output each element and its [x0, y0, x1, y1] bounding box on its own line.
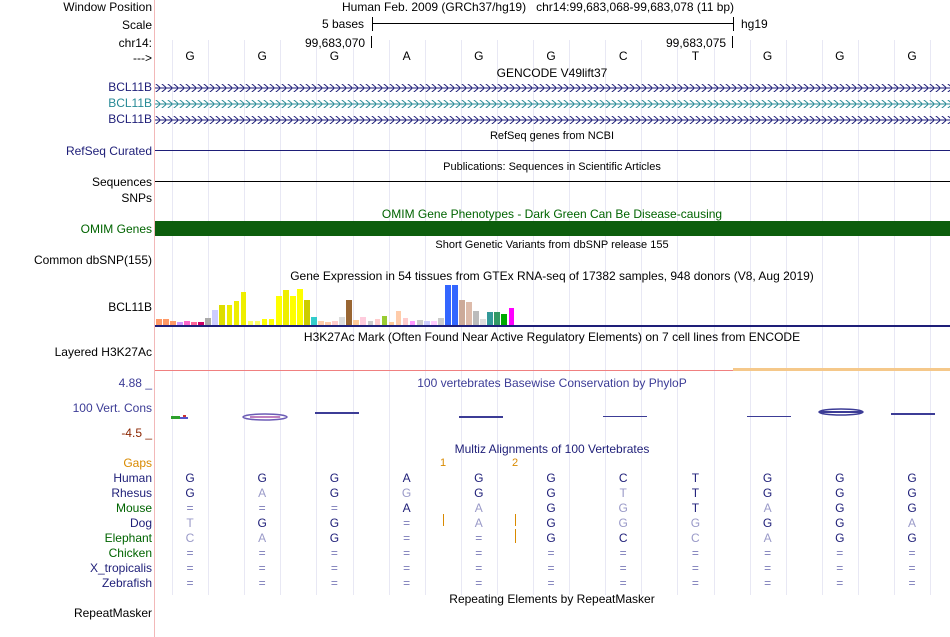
- conservation-max-label: 4.88 _: [118, 376, 152, 390]
- alignment-base-zebrafish: =: [258, 576, 266, 590]
- gtex-gene-line: [155, 325, 950, 327]
- scale-label: Scale: [121, 18, 152, 32]
- alignment-base-rhesus: G: [474, 486, 484, 500]
- scale-bar-right-tick: [733, 17, 734, 31]
- reference-base: G: [329, 49, 340, 63]
- gtex-tissue-bar[interactable]: [290, 296, 296, 325]
- alignment-base-human: G: [185, 471, 195, 485]
- repeatmasker-label[interactable]: RepeatMasker: [73, 606, 152, 620]
- alignment-base-elephant: G: [546, 531, 556, 545]
- snps-label[interactable]: SNPs: [121, 191, 152, 205]
- alignment-base-mouse: A: [763, 501, 772, 515]
- position-range: chr14:99,683,068-99,683,078 (11 bp): [536, 0, 735, 14]
- gtex-expression-chart[interactable]: [155, 283, 950, 325]
- gtex-tissue-bar[interactable]: [283, 290, 289, 325]
- h3k27ac-signal-peak[interactable]: [733, 368, 950, 371]
- alignment-base-elephant: G: [329, 531, 340, 545]
- publications-track-title: Publications: Sequences in Scientific Articles: [443, 161, 661, 173]
- species-human-label: Human: [113, 471, 152, 485]
- species-rhesus-label: Rhesus: [111, 486, 152, 500]
- alignment-base-x-tropicalis: =: [258, 561, 266, 575]
- coordinate-right: 99,683,075: [666, 36, 727, 50]
- alignment-base-human: T: [691, 471, 700, 485]
- alignment-base-mouse: =: [330, 501, 338, 515]
- reference-base: A: [402, 49, 411, 63]
- species-mouse-label: Mouse: [115, 501, 152, 515]
- alignment-base-mouse: G: [618, 501, 628, 515]
- alignment-base-x-tropicalis: =: [619, 561, 627, 575]
- genome-browser-image[interactable]: [155, 0, 950, 637]
- gtex-tissue-bar[interactable]: [276, 296, 282, 325]
- transcript-bcl11b-3[interactable]: [155, 116, 950, 124]
- reference-base: G: [762, 49, 773, 63]
- phylop-mark-2: [243, 414, 287, 420]
- species-zebrafish-label: Zebrafish: [101, 576, 152, 590]
- alignment-base-mouse: G: [546, 501, 556, 515]
- gtex-tissue-bar[interactable]: [438, 318, 444, 325]
- gap-2-dog-bar: [515, 514, 516, 526]
- alignment-base-x-tropicalis: =: [691, 561, 699, 575]
- alignment-base-chicken: =: [330, 546, 338, 560]
- gtex-tissue-bar[interactable]: [304, 300, 310, 325]
- alignment-base-dog: G: [546, 516, 556, 530]
- gtex-tissue-bar[interactable]: [241, 292, 247, 325]
- coordinate-left: 99,683,070: [305, 36, 366, 50]
- sequences-label[interactable]: Sequences: [91, 175, 152, 189]
- gtex-tissue-bar[interactable]: [487, 312, 493, 325]
- alignment-base-elephant: A: [763, 531, 772, 545]
- alignment-base-mouse: =: [258, 501, 266, 515]
- repeatmasker-track-title: Repeating Elements by RepeatMasker: [449, 592, 655, 606]
- strand-arrow-label: --->: [133, 51, 152, 65]
- alignment-base-rhesus: G: [835, 486, 845, 500]
- gtex-tissue-bar[interactable]: [494, 312, 500, 325]
- gap-2-elephant-bar: [515, 529, 516, 543]
- alignment-base-zebrafish: =: [403, 576, 411, 590]
- alignment-base-chicken: =: [691, 546, 699, 560]
- omim-track-title: OMIM Gene Phenotypes - Dark Green Can Be Disease-causing: [381, 207, 723, 221]
- alignment-base-dog: G: [329, 516, 340, 530]
- alignment-base-zebrafish: =: [691, 576, 699, 590]
- alignment-base-zebrafish: =: [908, 576, 916, 590]
- reference-base: G: [546, 49, 556, 63]
- alignment-base-dog: A: [474, 516, 483, 530]
- refseq-gene-line[interactable]: [155, 150, 950, 151]
- common-dbsnp-label[interactable]: Common dbSNP(155): [33, 253, 152, 267]
- gtex-tissue-bar[interactable]: [445, 285, 451, 325]
- alignment-base-rhesus: T: [619, 486, 627, 500]
- alignment-base-x-tropicalis: =: [186, 561, 194, 575]
- alignment-base-mouse: A: [402, 501, 411, 515]
- alignment-base-rhesus: G: [907, 486, 917, 500]
- alignment-base-chicken: =: [186, 546, 194, 560]
- reference-base: G: [474, 49, 484, 63]
- alignment-base-elephant: G: [835, 531, 845, 545]
- alignment-base-dog: T: [186, 516, 194, 530]
- alignment-base-chicken: =: [547, 546, 555, 560]
- publications-line[interactable]: [155, 181, 950, 182]
- alignment-base-human: G: [257, 471, 267, 485]
- gtex-track-title: Gene Expression in 54 tissues from GTEx RNA-seq of 17382 samples, 948 donors (V8, Aug 2019): [290, 269, 814, 283]
- conservation-min-label: -4.5 _: [121, 426, 152, 440]
- alignment-base-dog: A: [907, 516, 917, 530]
- alignment-base-x-tropicalis: =: [547, 561, 555, 575]
- gtex-tissue-bar[interactable]: [297, 289, 303, 325]
- alignment-base-x-tropicalis: =: [475, 561, 483, 575]
- gtex-tissue-bar[interactable]: [509, 308, 515, 325]
- dbsnp-track-title: Short Genetic Variants from dbSNP release 155: [435, 239, 669, 251]
- alignment-base-elephant: C: [618, 531, 628, 545]
- gtex-tissue-bar[interactable]: [403, 318, 409, 325]
- alignment-base-rhesus: A: [258, 486, 267, 500]
- scale-text: 5 bases: [322, 17, 365, 31]
- alignment-base-elephant: C: [185, 531, 195, 545]
- omim-gene-bar[interactable]: [155, 221, 950, 236]
- phylop-track-title: 100 vertebrates Basewise Conservation by PhyloP: [417, 376, 687, 390]
- phylop-mark-7: [819, 409, 863, 415]
- alignment-base-human: G: [546, 471, 556, 485]
- gtex-tissue-bar[interactable]: [501, 314, 507, 325]
- alignment-base-chicken: =: [403, 546, 411, 560]
- gap-1-dog-bar: [443, 514, 444, 526]
- alignment-base-dog: G: [257, 516, 267, 530]
- gtex-tissue-bar[interactable]: [234, 301, 240, 325]
- reference-base: G: [835, 49, 845, 63]
- gencode-bcl11b-2-label[interactable]: BCL11B: [108, 96, 152, 110]
- alignment-base-elephant: C: [691, 531, 700, 545]
- gencode-transcripts[interactable]: [155, 80, 950, 126]
- gtex-tissue-bar[interactable]: [459, 300, 465, 325]
- multiz-track-title: Multiz Alignments of 100 Vertebrates: [454, 442, 650, 456]
- gtex-tissue-bar[interactable]: [346, 300, 352, 325]
- alignment-base-x-tropicalis: =: [908, 561, 916, 575]
- alignment-base-zebrafish: =: [330, 576, 338, 590]
- transcript-bcl11b-2[interactable]: [155, 100, 950, 108]
- gtex-tissue-bar[interactable]: [205, 318, 211, 325]
- alignment-base-rhesus: T: [691, 486, 700, 500]
- reference-base: C: [618, 49, 628, 63]
- transcript-bcl11b-1[interactable]: [155, 84, 950, 92]
- alignment-base-human: G: [907, 471, 917, 485]
- alignment-base-zebrafish: =: [547, 576, 555, 590]
- alignment-base-rhesus: G: [185, 486, 195, 500]
- gtex-tissue-bar[interactable]: [382, 316, 388, 325]
- species-dog-label: Dog: [129, 516, 152, 530]
- alignment-base-mouse: =: [186, 501, 194, 515]
- alignment-base-zebrafish: =: [764, 576, 772, 590]
- alignment-base-zebrafish: =: [836, 576, 844, 590]
- alignment-base-rhesus: G: [329, 486, 340, 500]
- phylop-mark-3: [315, 412, 359, 414]
- phylop-mark-6: [747, 416, 791, 417]
- scale-db: hg19: [741, 17, 768, 31]
- alignment-base-mouse: G: [835, 501, 845, 515]
- phylop-mark-4: [459, 416, 503, 418]
- alignment-base-mouse: T: [691, 501, 700, 515]
- gencode-bcl11b-3-label[interactable]: BCL11B: [108, 112, 152, 126]
- species-chicken-label: Chicken: [108, 546, 152, 560]
- alignment-base-dog: G: [690, 516, 701, 530]
- window-position-label: Window Position: [63, 0, 152, 14]
- refseq-track-title: RefSeq genes from NCBI: [489, 130, 615, 142]
- alignment-base-human: G: [474, 471, 484, 485]
- alignment-base-dog: G: [618, 516, 628, 530]
- gtex-tissue-bar[interactable]: [473, 311, 479, 325]
- reference-base: G: [907, 49, 917, 63]
- gtex-tissue-bar[interactable]: [452, 285, 458, 325]
- alignment-base-dog: G: [835, 516, 845, 530]
- alignment-base-elephant: G: [907, 531, 917, 545]
- assembly-title: [342, 0, 734, 14]
- alignment-base-rhesus: G: [401, 486, 412, 500]
- species-x-tropicalis-label: X_tropicalis: [89, 561, 152, 575]
- gtex-tissue-bar[interactable]: [396, 311, 402, 325]
- assembly-name: Human Feb. 2009 (GRCh37/hg19): [342, 0, 527, 14]
- gtex-tissue-bar[interactable]: [311, 317, 317, 325]
- reference-base: T: [691, 49, 700, 63]
- gap-marker-1: 1: [439, 457, 447, 469]
- scale-bar: [372, 23, 733, 24]
- alignment-base-human: C: [618, 471, 628, 485]
- alignment-base-x-tropicalis: =: [836, 561, 844, 575]
- alignment-base-chicken: =: [908, 546, 916, 560]
- chrom-label: chr14:: [118, 36, 152, 50]
- gtex-tissue-bar[interactable]: [219, 305, 225, 325]
- vert-cons-label[interactable]: 100 Vert. Cons: [72, 401, 152, 415]
- alignment-base-mouse: A: [474, 501, 483, 515]
- h3k27ac-track-title: H3K27Ac Mark (Often Found Near Active Regulatory Elements) on 7 cell lines from ENCODE: [303, 330, 801, 344]
- alignment-base-zebrafish: =: [475, 576, 483, 590]
- refseq-curated-label[interactable]: RefSeq Curated: [65, 144, 152, 158]
- gaps-label: Gaps: [123, 456, 152, 470]
- alignment-base-zebrafish: =: [186, 576, 194, 590]
- scale-bar-left-tick: [372, 17, 373, 31]
- alignment-base-chicken: =: [258, 546, 266, 560]
- gap-marker-2: 2: [511, 457, 519, 469]
- alignment-base-chicken: =: [836, 546, 844, 560]
- track-labels-panel: [0, 0, 154, 637]
- alignment-base-zebrafish: =: [619, 576, 627, 590]
- gtex-tissue-bar[interactable]: [212, 310, 218, 325]
- alignment-base-mouse: G: [907, 501, 917, 515]
- reference-base: G: [185, 49, 195, 63]
- phylop-mark-8: [891, 413, 935, 415]
- coordinate-right-tick: [732, 36, 733, 48]
- species-elephant-label: Elephant: [104, 531, 152, 545]
- alignment-base-rhesus: G: [762, 486, 773, 500]
- alignment-base-human: G: [329, 471, 340, 485]
- gencode-track-title: GENCODE V49lift37: [496, 66, 608, 80]
- alignment-base-x-tropicalis: =: [403, 561, 411, 575]
- alignment-base-human: G: [835, 471, 845, 485]
- gtex-tissue-bar[interactable]: [339, 317, 345, 325]
- layered-h3k27ac-label[interactable]: Layered H3K27Ac: [54, 345, 152, 359]
- gtex-tissue-bar[interactable]: [466, 302, 472, 325]
- coordinate-left-tick: [371, 36, 372, 48]
- alignment-base-x-tropicalis: =: [330, 561, 338, 575]
- phylop-mark-1: [171, 415, 188, 419]
- alignment-base-dog: =: [403, 516, 411, 530]
- alignment-base-chicken: =: [475, 546, 483, 560]
- alignment-base-chicken: =: [619, 546, 627, 560]
- phylop-conservation-plot[interactable]: [155, 403, 950, 423]
- gtex-tissue-bar[interactable]: [360, 317, 366, 325]
- alignment-base-rhesus: G: [546, 486, 556, 500]
- alignment-base-human: G: [762, 471, 773, 485]
- alignment-base-dog: G: [762, 516, 773, 530]
- alignment-base-elephant: =: [403, 531, 411, 545]
- gencode-bcl11b-1-label[interactable]: BCL11B: [108, 80, 152, 94]
- alignment-base-x-tropicalis: =: [764, 561, 772, 575]
- alignment-base-chicken: =: [764, 546, 772, 560]
- gtex-tissue-bar[interactable]: [227, 305, 233, 325]
- alignment-base-elephant: =: [475, 531, 483, 545]
- phylop-mark-5: [603, 416, 647, 417]
- omim-genes-label[interactable]: OMIM Genes: [80, 222, 152, 236]
- alignment-base-human: A: [402, 471, 411, 485]
- alignment-base-elephant: A: [258, 531, 267, 545]
- gtex-bcl11b-label[interactable]: BCL11B: [108, 300, 152, 314]
- reference-base: G: [257, 49, 267, 63]
